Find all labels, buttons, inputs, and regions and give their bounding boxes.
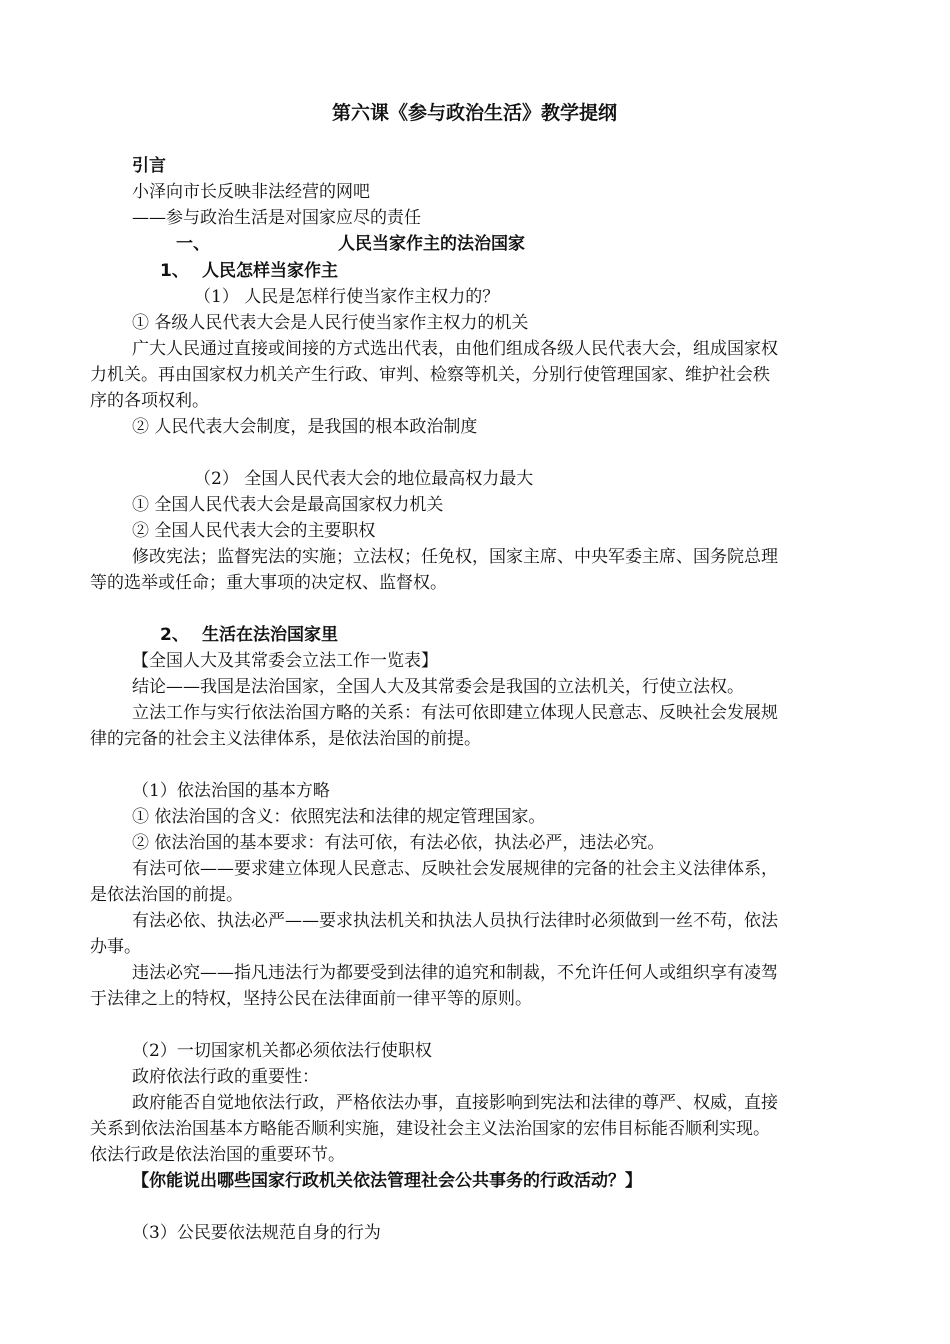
paragraph: 有法必依、执法必严——要求执法机关和执法人员执行法律时必须做到一丝不苟，依法 <box>132 911 778 931</box>
page-title: 第六课《参与政治生活》教学提纲 <box>332 102 618 124</box>
question-heading: （3）公民要依法规范自身的行为 <box>132 1223 381 1243</box>
subsection-number: 1、 <box>160 261 189 281</box>
paragraph: 立法工作与实行依法治国方略的关系：有法可依即建立体现人民意志、反映社会发展规 <box>132 703 778 723</box>
intro-subtitle: ——参与政治生活是对国家应尽的责任 <box>132 208 421 228</box>
intro-line: 小泽向市长反映非法经营的网吧 <box>132 182 370 202</box>
paragraph: ① 依法治国的含义：依照宪法和法律的规定管理国家。 <box>132 807 546 827</box>
subsection-heading: 生活在法治国家里 <box>202 625 338 645</box>
paragraph: 律的完备的社会主义法律体系，是依法治国的前提。 <box>90 729 481 749</box>
paragraph: 政府能否自觉地依法行政，严格依法办事，直接影响到宪法和法律的尊严、权威，直接 <box>132 1093 778 1113</box>
paragraph: ① 各级人民代表大会是人民行使当家作主权力的机关 <box>132 313 529 333</box>
paragraph: 于法律之上的特权，坚持公民在法律面前一律平等的原则。 <box>90 989 532 1009</box>
paragraph: 关系到依法治国基本方略能否顺利实施，建设社会主义法治国家的宏伟目标能否顺利实现。 <box>90 1119 770 1139</box>
paragraph: ② 人民代表大会制度，是我国的根本政治制度 <box>132 417 478 437</box>
paragraph: 等的选举或任命；重大事项的决定权、监督权。 <box>90 573 447 593</box>
section-heading: 人民当家作主的法治国家 <box>338 234 525 254</box>
paragraph: ② 依法治国的基本要求：有法可依，有法必依，执法必严，违法必究。 <box>132 833 665 853</box>
paragraph: 办事。 <box>90 937 141 957</box>
question-heading: （2）一切国家机关都必须依法行使职权 <box>132 1041 432 1061</box>
paragraph: 结论——我国是法治国家，全国人大及其常委会是我国的立法机关，行使立法权。 <box>132 677 744 697</box>
paragraph: 违法必究——指凡违法行为都要受到法律的追究和制裁，不允许任何人或组织享有凌驾 <box>132 963 778 983</box>
question-heading: （2） 全国人民代表大会的地位最高权力最大 <box>194 469 534 489</box>
paragraph: 序的各项权利。 <box>90 391 209 411</box>
intro-heading: 引言 <box>132 156 166 176</box>
subsection-heading: 人民怎样当家作主 <box>202 261 338 281</box>
section-number: 一、 <box>176 234 210 254</box>
paragraph: ① 全国人民代表大会是最高国家权力机关 <box>132 495 444 515</box>
paragraph: 【全国人大及其常委会立法工作一览表】 <box>132 651 438 671</box>
paragraph: 【你能说出哪些国家行政机关依法管理社会公共事务的行政活动？】 <box>132 1171 642 1191</box>
paragraph: 广大人民通过直接或间接的方式选出代表，由他们组成各级人民代表大会，组成国家权 <box>132 339 778 359</box>
subsection-number: 2、 <box>160 625 189 645</box>
paragraph: 修改宪法；监督宪法的实施；立法权；任免权，国家主席、中央军委主席、国务院总理 <box>132 547 778 567</box>
question-heading: （1） 人民是怎样行使当家作主权力的？ <box>194 287 500 307</box>
paragraph: 政府依法行政的重要性： <box>132 1067 319 1087</box>
paragraph: 力机关。再由国家权力机关产生行政、审判、检察等机关，分别行使管理国家、维护社会秩 <box>90 365 770 385</box>
question-heading: （1）依法治国的基本方略 <box>132 781 330 801</box>
paragraph: 依法行政是依法治国的重要环节。 <box>90 1145 345 1165</box>
paragraph: 是依法治国的前提。 <box>90 885 243 905</box>
paragraph: ② 全国人民代表大会的主要职权 <box>132 521 376 541</box>
paragraph: 有法可依——要求建立体现人民意志、反映社会发展规律的完备的社会主义法律体系， <box>132 859 778 879</box>
